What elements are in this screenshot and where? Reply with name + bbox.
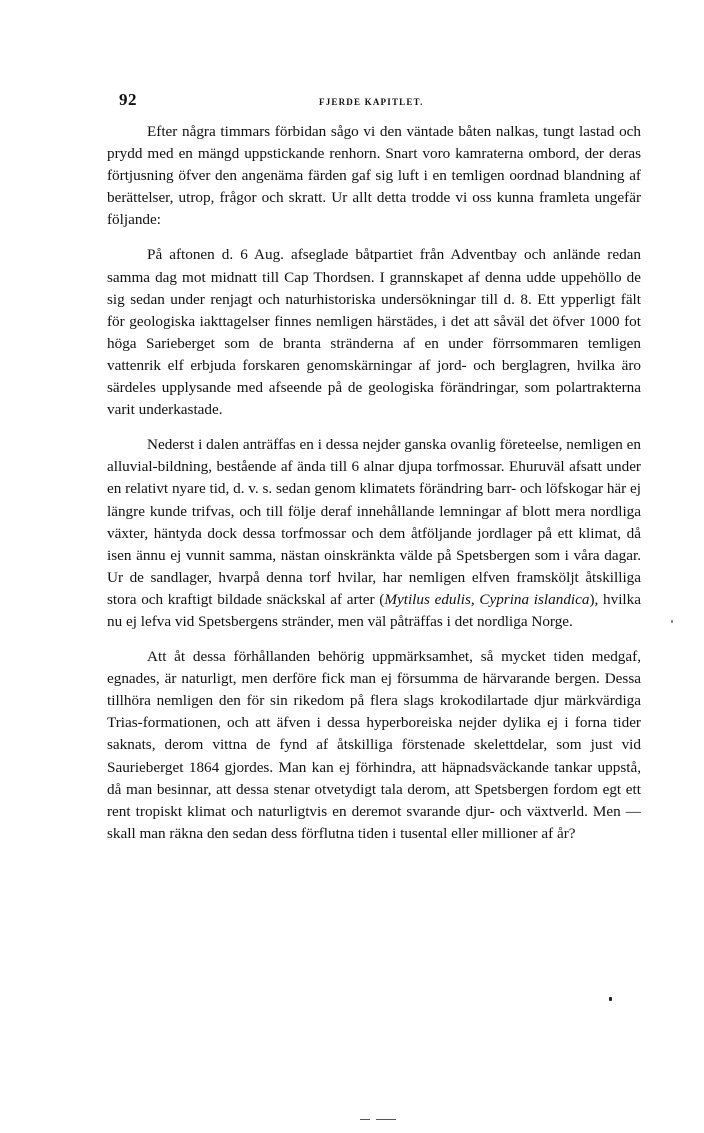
body-text	[107, 121, 641, 845]
species-names: Mytilus edulis, Cyprina islandica	[384, 590, 590, 608]
paragraph-4: Att åt dessa förhållanden behörig uppmärksamhet, så mycket tiden medgaf, egnades, är naturligt, men derföre fick man ej försumma de härvarande bergen. Dessa tillhöra nemligen den för sin rikedom på flera slags krokodilartade djur märkvärdiga Trias-formationen, och att äfven i dessa hyperboreiska nejder dylika ej i forna tider saknats, derom vittna de fynd af åtskilliga förstenade skelettdelar, som just vid Saurieberget 1864 gjordes. Man kan ej förhindra, att häpnadsväckande tankar uppstå, då man besinnar, att dessa stenar otvetydigt tala derom, att Spetsbergen fordom egt ett rent tropiskt klimat och naturligtvis en deremot svarande djur- och växtverld. Men — skall man räkna den sedan dess förflutna tiden i tusental eller millioner af år?	[107, 648, 641, 842]
page-number: 92	[119, 90, 137, 109]
footer-marks	[360, 1119, 420, 1125]
paragraph-3: Nederst i dalen anträffas en i dessa nejder ganska ovanlig företeelse, nemligen en alluvial-bildning, bestående af ända till 6 alnar djupa torfmossar. Ehuruväl afsatt under en relativt nyare tid, d. v. s. sedan genom klimatets förändring barr- och löfskogar här ej längre kunde trifvas, och till följe deraf innehållande lemningar af blott mera nordliga växter, häntyda dock dessa torfmossar och dem åtföljande jordlager på ett klimat, då isen ännu ej vunnit samma, nästan oinskränkta välde på Spetsbergen som i våra dagar. Ur de sandlager, hvarpå denna torf hvilar, har nemligen elfven framsköljt åtskilliga stora och kraftigt bildade snäckskal af arter (Mytilus edulis, Cyprina islandica), hvilka nu ej lefva vid Spetsbergens stränder, men väl påträffas i det nordliga Norge.	[107, 436, 641, 630]
page-header	[107, 90, 641, 114]
running-title: FJERDE KAPITLET.	[319, 97, 424, 107]
ink-dot	[609, 997, 612, 1001]
footer-dash-2	[376, 1119, 396, 1120]
paragraph-2: På aftonen d. 6 Aug. afseglade båtpartiet från Adventbay och anlände redan samma dag mot midnatt till Cap Thordsen. I grannskapet af denna udde uppehöllo de sig sedan under renjagt och naturhistoriska undersökningar till d. 8. Ett ypperligt fält för geologiska iakttagelser finnes nemligen härstädes, i det att såväl det öfver 1000 fot höga Sarieberget som de branta stränderna af en under förrsommaren temligen vattenrik elf erbjuda forskaren genomskärningar af jord- och berglagren, hvilka äro särdeles upplysande med afseende på de geologiska förändringar, som polartrakterna varit underkastade.	[107, 246, 641, 419]
margin-speck	[671, 620, 673, 623]
footer-dash-1	[360, 1119, 370, 1120]
paragraph-1: Efter några timmars förbidan sågo vi den väntade båten nalkas, tungt lastad och prydd med en mängd uppstickande renhorn. Snart voro kamraterna ombord, der deras förtjusning öfver den angenäma färden gaf sig luft i en temligen oordnad blandning af berättelser, utrop, frågor och skratt. Ur allt detta trodde vi oss kunna framleta ungefär följande:	[107, 123, 641, 229]
